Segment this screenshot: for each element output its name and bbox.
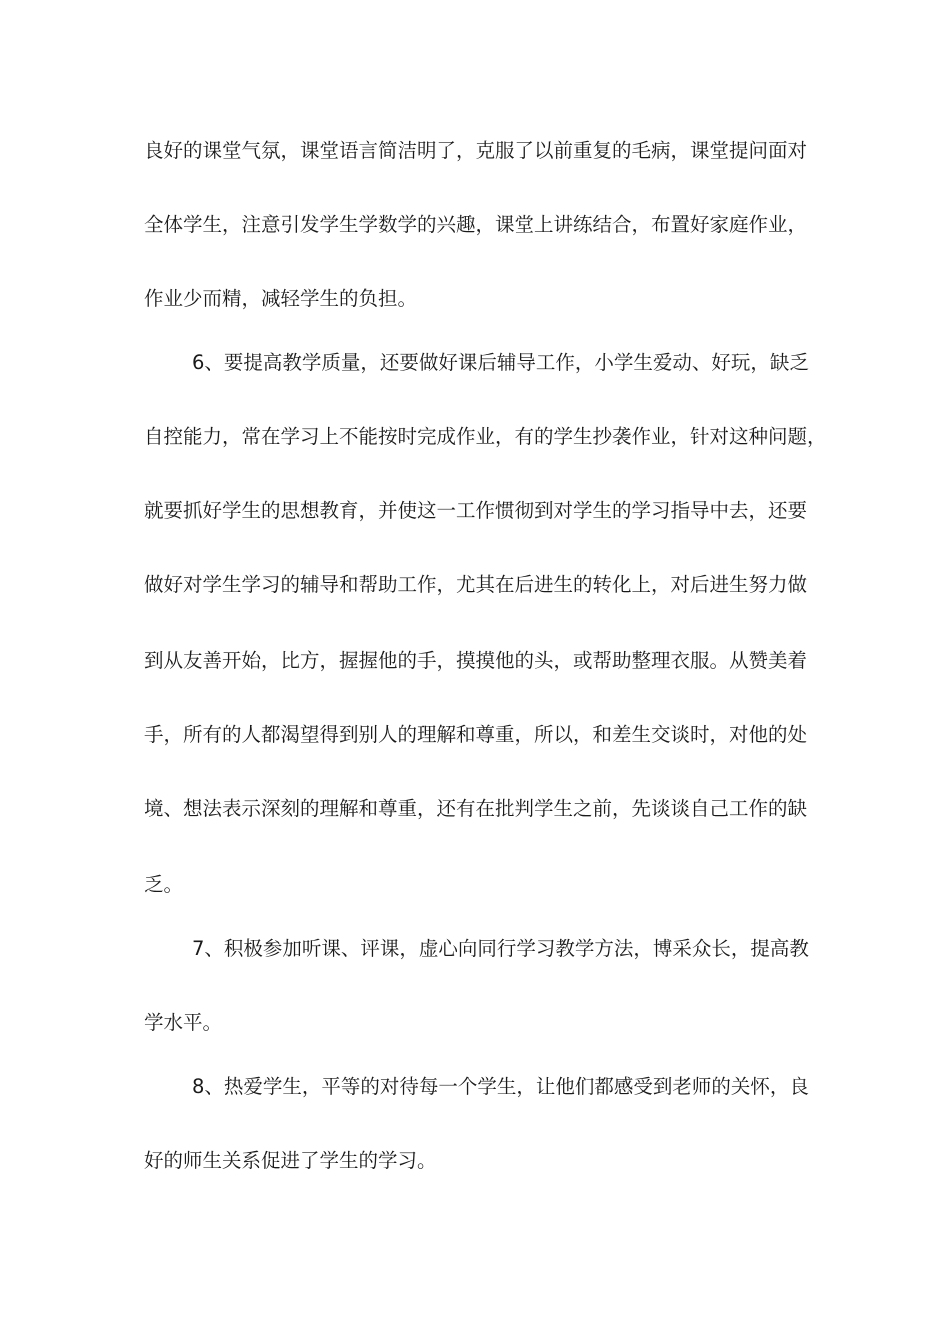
item-6-line-8: 乏。 <box>144 873 184 896</box>
item-6-line-5: 到从友善开始，比方，握握他的手，摸摸他的头，或帮助整理衣服。从赞美着 <box>144 649 808 672</box>
item-6-line-7: 境、想法表示深刻的理解和尊重，还有在批判学生之前，先谈谈自己工作的缺 <box>144 797 808 820</box>
item-7-line-1: 7、积极参加听课、评课，虚心向同行学习教学方法，博采众长，提高教 <box>192 937 809 960</box>
item-8-line-2: 好的师生关系促进了学生的学习。 <box>144 1149 437 1172</box>
paragraph-line-1: 良好的课堂气氛，课堂语言简洁明了，克服了以前重复的毛病，课堂提问面对 <box>144 139 808 162</box>
paragraph-line-3: 作业少而精，减轻学生的负担。 <box>144 287 418 310</box>
item-6-line-6: 手，所有的人都渴望得到别人的理解和尊重，所以，和差生交谈时，对他的处 <box>144 723 808 746</box>
item-6-line-2: 自控能力，常在学习上不能按时完成作业，有的学生抄袭作业，针对这种问题， <box>144 425 827 448</box>
item-7-line-2: 学水平。 <box>144 1011 223 1034</box>
paragraph-line-2: 全体学生，注意引发学生学数学的兴趣，课堂上讲练结合，布置好家庭作业， <box>144 213 808 236</box>
item-6-line-3: 就要抓好学生的思想教育，并使这一工作惯彻到对学生的学习指导中去，还要 <box>144 499 808 522</box>
item-6-line-1: 6、要提高教学质量，还要做好课后辅导工作，小学生爱动、好玩，缺乏 <box>192 351 809 374</box>
item-8-line-1: 8、热爱学生，平等的对待每一个学生，让他们都感受到老师的关怀，良 <box>192 1075 809 1098</box>
item-6-line-4: 做好对学生学习的辅导和帮助工作，尤其在后进生的转化上，对后进生努力做 <box>144 573 808 596</box>
